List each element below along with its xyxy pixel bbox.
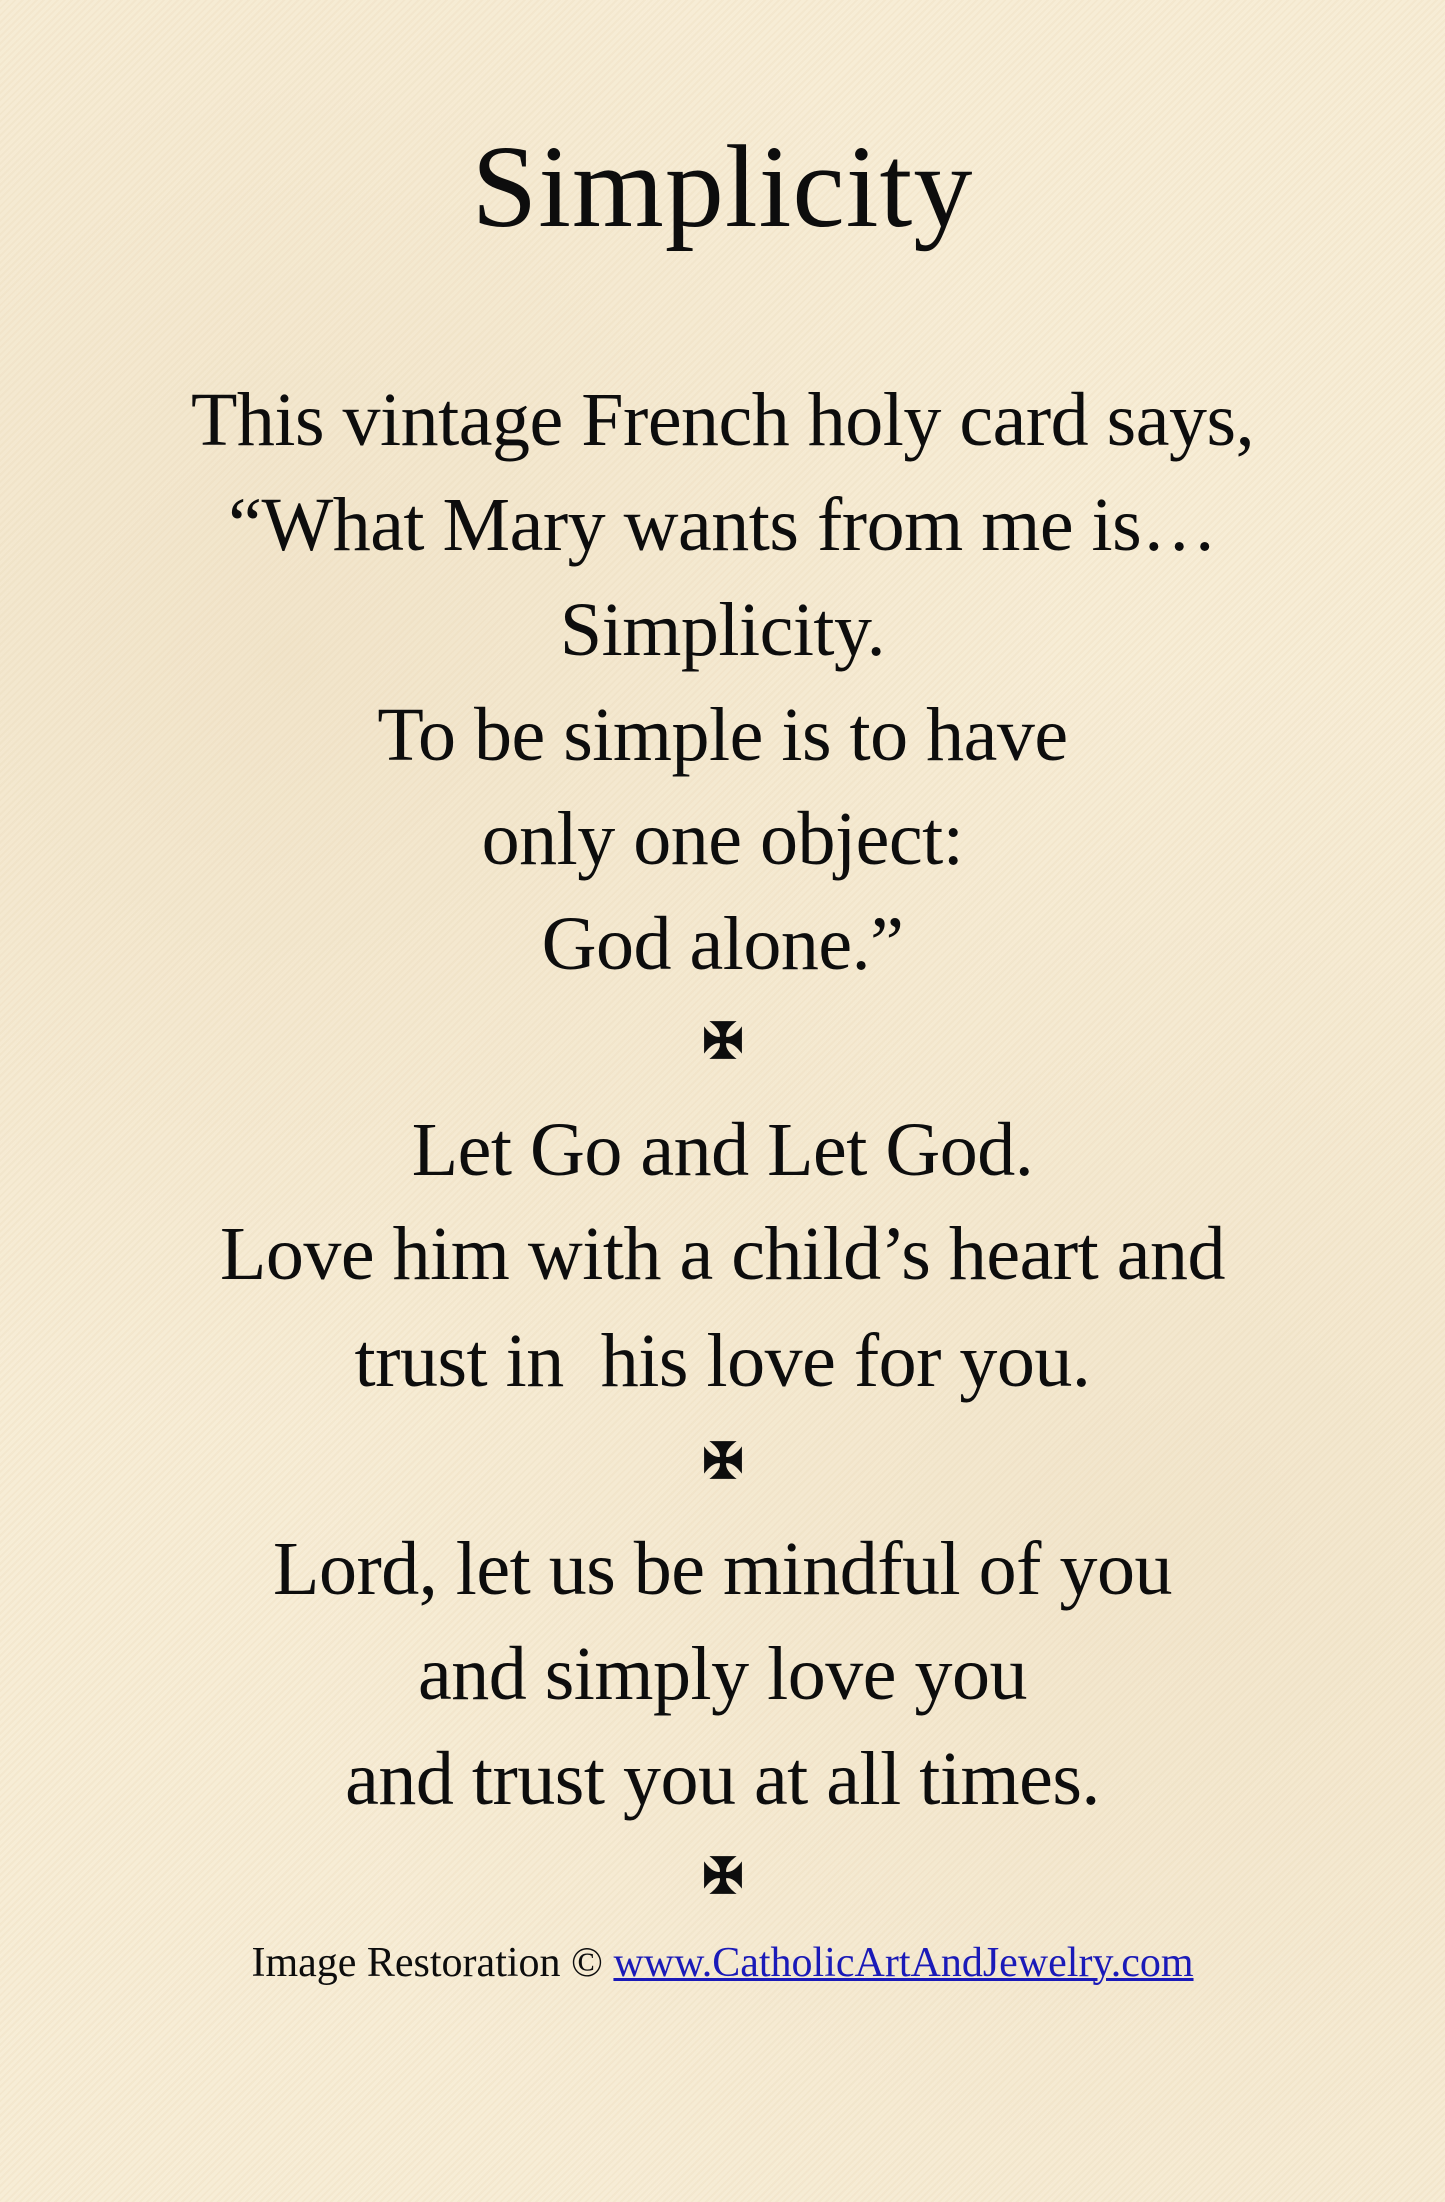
footer-credit xyxy=(0,1942,1445,1984)
card-title: Simplicity xyxy=(471,121,974,252)
text-line: God alone.” xyxy=(541,902,904,986)
text-line: and trust you at all times. xyxy=(345,1737,1100,1821)
text-line: Simplicity. xyxy=(559,588,886,672)
text-line: To be simple is to have xyxy=(377,693,1068,777)
cross-pattee-icon xyxy=(702,1439,744,1481)
text-line: Lord, let us be mindful of you xyxy=(273,1527,1172,1611)
text-line: only one object: xyxy=(481,797,964,881)
cross-pattee-icon xyxy=(702,1854,744,1896)
text-line: Love him with a child’s heart and xyxy=(219,1212,1225,1296)
website-link[interactable]: www.CatholicArtAndJewelry.com xyxy=(613,1940,1194,1986)
text-line: This vintage French holy card says, xyxy=(190,378,1255,462)
credit-text: Image Restoration © xyxy=(251,1940,614,1986)
text-line: and simply love you xyxy=(417,1632,1027,1716)
cross-pattee-icon xyxy=(702,1019,744,1061)
text-line: “What Mary wants from me is… xyxy=(228,483,1217,567)
text-line: trust in his love for you. xyxy=(354,1319,1091,1403)
text-line: Let Go and Let God. xyxy=(411,1108,1034,1192)
